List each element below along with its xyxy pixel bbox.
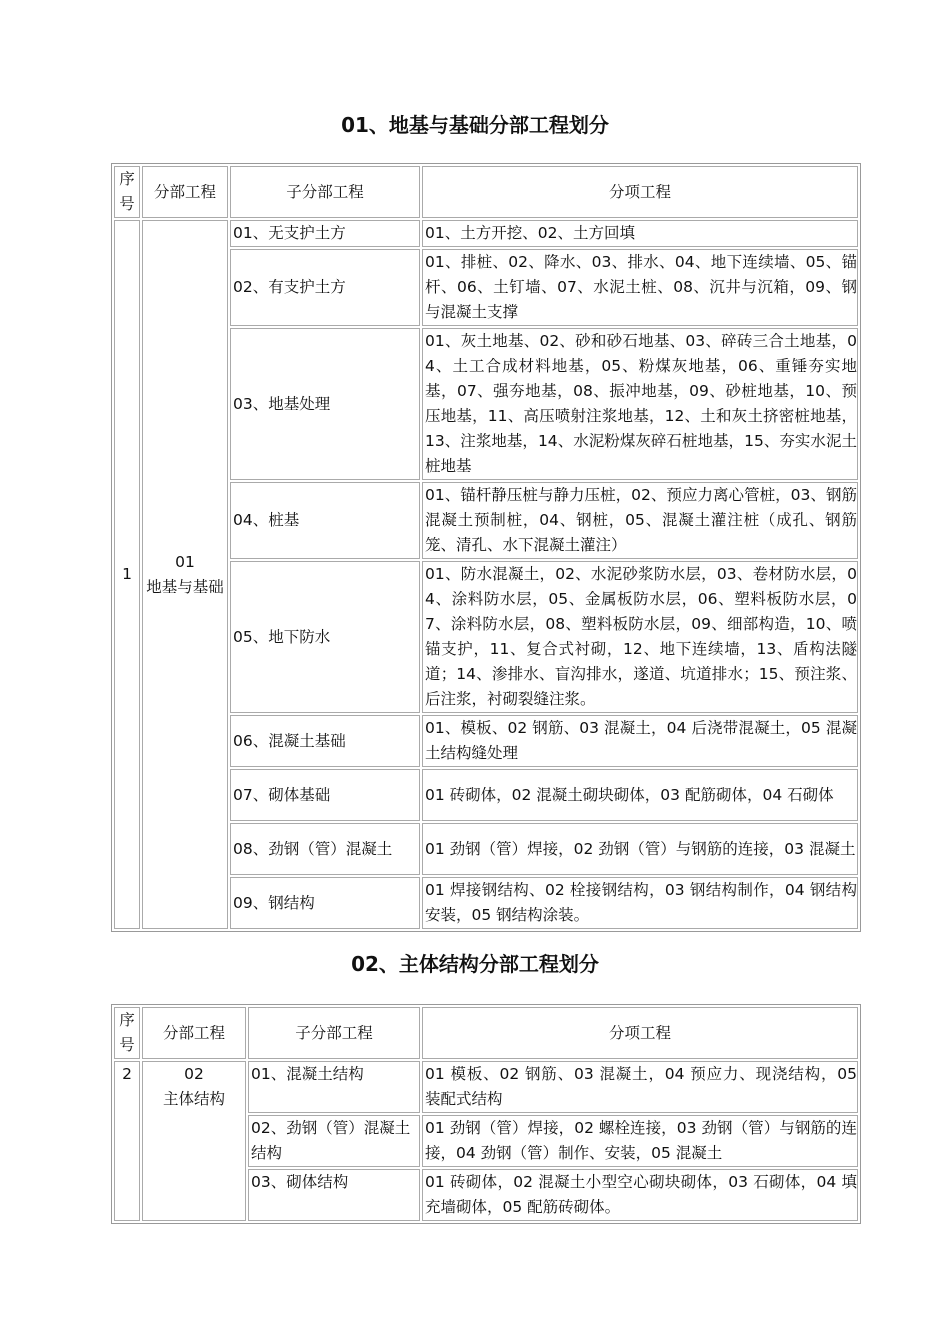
table-row bbox=[114, 1061, 858, 1113]
table-row bbox=[114, 220, 858, 247]
header-seq: 序号 bbox=[114, 166, 140, 218]
seq-cell: 1 bbox=[114, 220, 140, 929]
header-subdivision: 子分部工程 bbox=[248, 1007, 420, 1059]
subdivision-cell: 06、混凝土基础 bbox=[230, 715, 420, 767]
items-cell: 01 砖砌体，02 混凝土小型空心砌块砌体，03 石砌体，04 填充墙砌体，05 配筋砖砌体。 bbox=[422, 1169, 858, 1221]
items-cell: 01、模板、02 钢筋、03 混凝土，04 后浇带混凝土，05 混凝土结构缝处理 bbox=[422, 715, 858, 767]
items-cell: 01、灰土地基、02、砂和砂石地基、03、碎砖三合土地基，04、土工合成材料地基，05、粉煤灰地基，06、重锤夯实地基，07、强夯地基，08、振冲地基，09、砂桩地基，10、预压地基，11、高压喷射注浆地基，12、土和灰土挤密桩地基，13、注浆地基，14、水泥粉煤灰碎石桩地基，15、夯实水泥土桩地基 bbox=[422, 328, 858, 480]
section1-title: 01、地基与基础分部工程划分 bbox=[341, 113, 609, 137]
header-seq: 序号 bbox=[114, 1007, 140, 1059]
subdivision-cell: 03、砌体结构 bbox=[248, 1169, 420, 1221]
header-items: 分项工程 bbox=[422, 166, 858, 218]
seq-cell: 2 bbox=[114, 1061, 140, 1221]
subdivision-cell: 02、劲钢（管）混凝土结构 bbox=[248, 1115, 420, 1167]
subdivision-cell: 05、地下防水 bbox=[230, 561, 420, 713]
section2-title: 02、主体结构分部工程划分 bbox=[351, 952, 599, 976]
foundation-division-table bbox=[111, 163, 861, 932]
items-cell: 01、排桩、02、降水、03、排水、04、地下连续墙、05、锚杆、06、土钉墙、07、水泥土桩、08、沉井与沉箱，09、钢与混凝土支撑 bbox=[422, 249, 858, 326]
items-cell: 01 劲钢（管）焊接，02 劲钢（管）与钢筋的连接，03 混凝土 bbox=[422, 823, 858, 875]
header-items: 分项工程 bbox=[422, 1007, 858, 1059]
subdivision-cell: 07、砌体基础 bbox=[230, 769, 420, 821]
subdivision-cell: 02、有支护土方 bbox=[230, 249, 420, 326]
header-division: 分部工程 bbox=[142, 166, 228, 218]
subdivision-cell: 01、无支护土方 bbox=[230, 220, 420, 247]
division-cell bbox=[142, 1061, 246, 1221]
division-code: 01 bbox=[175, 552, 195, 571]
items-cell: 01 焊接钢结构、02 栓接钢结构，03 钢结构制作，04 钢结构安装，05 钢结构涂装。 bbox=[422, 877, 858, 929]
subdivision-cell: 04、桩基 bbox=[230, 482, 420, 559]
table-header-row bbox=[114, 166, 858, 218]
items-cell: 01 劲钢（管）焊接，02 螺栓连接，03 劲钢（管）与钢筋的连接，04 劲钢（管）制作、安装，05 混凝土 bbox=[422, 1115, 858, 1167]
division-name: 地基与基础 bbox=[146, 577, 224, 596]
header-division: 分部工程 bbox=[142, 1007, 246, 1059]
division-name: 主体结构 bbox=[162, 1090, 225, 1108]
subdivision-cell: 09、钢结构 bbox=[230, 877, 420, 929]
main-structure-division-table bbox=[111, 1004, 861, 1224]
items-cell: 01、锚杆静压桩与静力压桩，02、预应力离心管桩，03、钢筋混凝土预制桩，04、钢桩，05、混凝土灌注桩（成孔、钢筋笼、清孔、水下混凝土灌注） bbox=[422, 482, 858, 559]
division-code: 02 bbox=[184, 1065, 204, 1083]
subdivision-cell: 08、劲钢（管）混凝土 bbox=[230, 823, 420, 875]
items-cell: 01、防水混凝土，02、水泥砂浆防水层，03、卷材防水层，04、涂料防水层，05、金属板防水层，06、塑料板防水层，07、涂料防水层，08、塑料板防水层，09、细部构造，10、喷锚支护，11、复合式衬砌，12、地下连续墙，13、盾构法隧道；14、渗排水、盲沟排水，遂道、坑道排水；15、预注浆、后注浆，衬砌裂缝注浆。 bbox=[422, 561, 858, 713]
items-cell: 01、土方开挖、02、土方回填 bbox=[422, 220, 858, 247]
items-cell: 01 模板、02 钢筋、03 混凝土，04 预应力、现浇结构，05 装配式结构 bbox=[422, 1061, 858, 1113]
division-cell bbox=[142, 220, 228, 929]
items-cell: 01 砖砌体，02 混凝土砌块砌体，03 配筋砌体，04 石砌体 bbox=[422, 769, 858, 821]
subdivision-cell: 01、混凝土结构 bbox=[248, 1061, 420, 1113]
subdivision-cell: 03、地基处理 bbox=[230, 328, 420, 480]
table-header-row bbox=[114, 1007, 858, 1059]
header-subdivision: 子分部工程 bbox=[230, 166, 420, 218]
